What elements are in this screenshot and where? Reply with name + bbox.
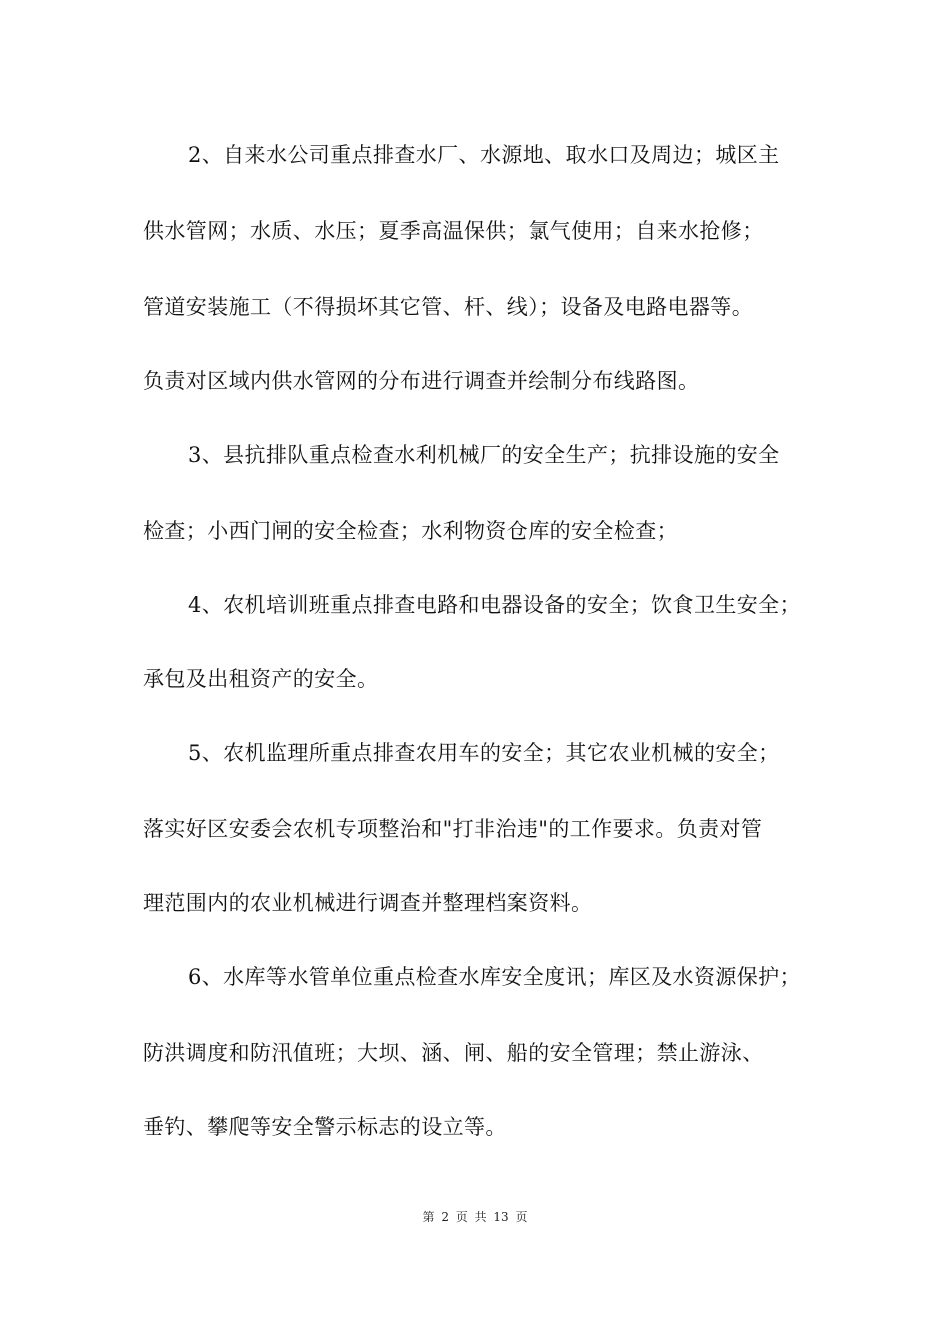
paragraph-2-line-3: 管道安装施工（不得损坏其它管、杆、线）；设备及电路电器等。 bbox=[143, 295, 754, 319]
paragraph-5-line-1: 5、农机监理所重点排查农用车的安全；其它农业机械的安全； bbox=[188, 741, 780, 765]
paragraph-6-line-2: 防洪调度和防汛值班；大坝、涵、闸、船的安全管理；禁止游泳、 bbox=[143, 1041, 764, 1065]
paragraph-3-line-1: 3、县抗排队重点检查水利机械厂的安全生产；抗排设施的安全 bbox=[188, 443, 780, 467]
paragraph-2-line-4: 负责对区域内供水管网的分布进行调查并绘制分布线路图。 bbox=[143, 369, 700, 393]
paragraph-3-line-2: 检查；小西门闸的安全检查；水利物资仓库的安全检查； bbox=[143, 519, 678, 543]
paragraph-4-line-2: 承包及出租资产的安全。 bbox=[143, 667, 379, 691]
paragraph-2-line-2: 供水管网；水质、水压；夏季高温保供；氯气使用；自来水抢修； bbox=[143, 219, 764, 243]
paragraph-5-line-3: 理范围内的农业机械进行调查并整理档案资料。 bbox=[143, 891, 593, 915]
paragraph-6-line-1: 6、水库等水管单位重点检查水库安全度讯；库区及水资源保护； bbox=[188, 965, 801, 989]
paragraph-6-line-3: 垂钓、攀爬等安全警示标志的设立等。 bbox=[143, 1115, 507, 1139]
paragraph-5-line-2: 落实好区安委会农机专项整治和"打非治违"的工作要求。负责对管 bbox=[143, 817, 763, 841]
paragraph-2-line-1: 2、自来水公司重点排查水厂、水源地、取水口及周边；城区主 bbox=[188, 143, 780, 167]
page-number-footer: 第 2 页 共 13 页 bbox=[422, 1210, 528, 1224]
paragraph-4-line-1: 4、农机培训班重点排查电路和电器设备的安全；饮食卫生安全； bbox=[188, 593, 801, 617]
